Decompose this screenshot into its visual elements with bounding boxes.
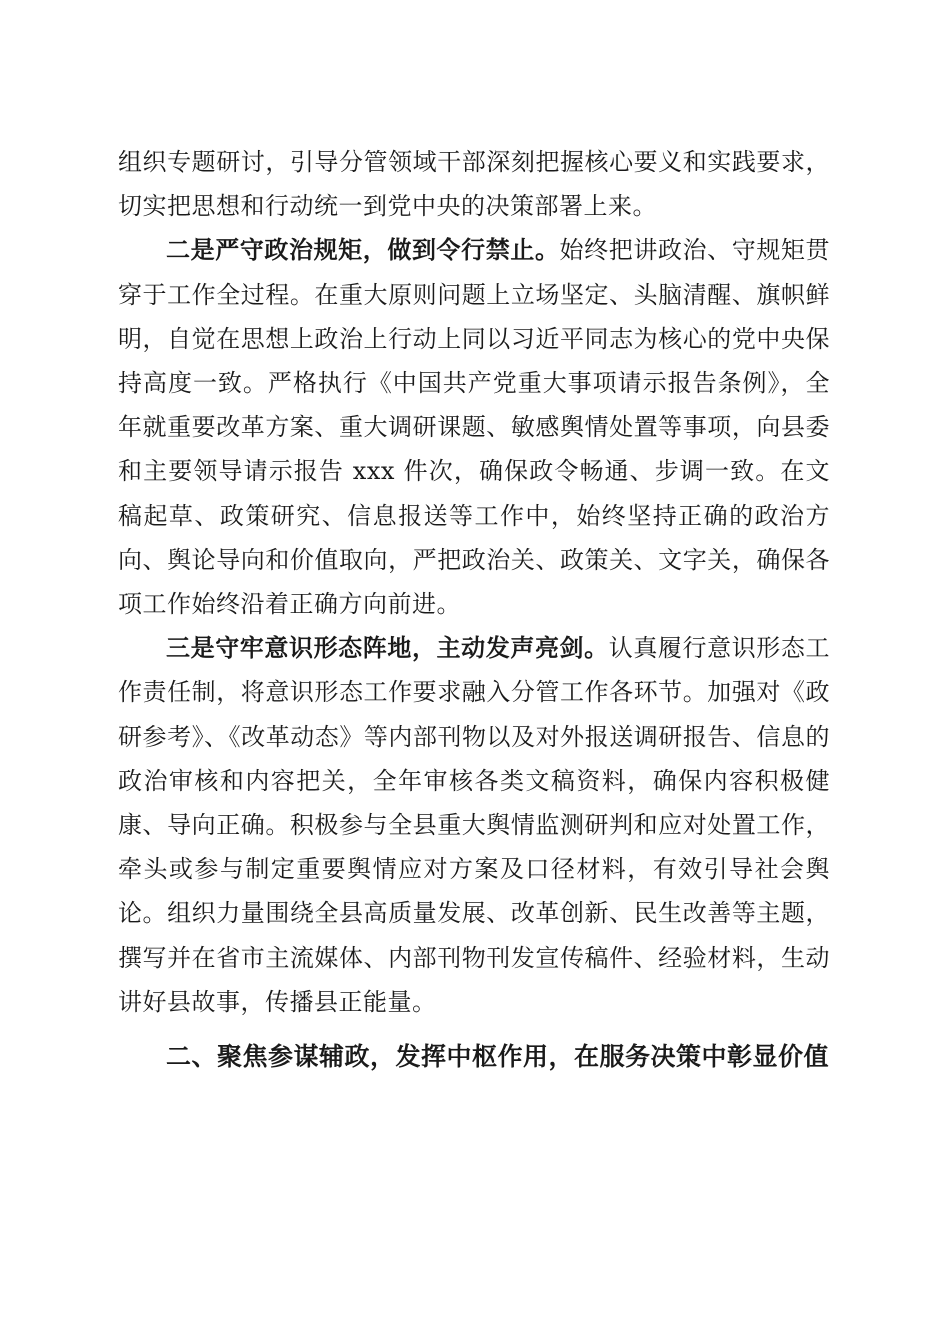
paragraph-lead: 三是守牢意识形态阵地，主动发声亮剑。 <box>166 633 609 663</box>
paragraph-body: 组织专题研讨，引导分管领域干部深刻把握核心要义和实践要求，切实把思想和行动统一到党中央的决策部署上来。 <box>118 148 830 221</box>
paragraph-lead: 二是严守政治规矩，做到令行禁止。 <box>166 235 560 265</box>
document-body <box>118 140 830 1082</box>
section-heading: 二、聚焦参谋辅政，发挥中枢作用，在服务决策中彰显价值 <box>166 1042 830 1072</box>
paragraph-body: 始终把讲政治、守规矩贯穿于工作全过程。在重大原则问题上立场坚定、头脑清醒、旗帜鲜明，自觉在思想上政治上行动上同以习近平同志为核心的党中央保持高度一致。严格执行《中国共产党重大事项请示报告条例》，全年就重要改革方案、重大调研课题、敏感舆情处置等事项，向县委和主要领导请示报告 xxx 件次，确保政令畅通、步调一致。在文稿起草、政策研究、信息报送等工作中，始终坚持正确的政治方向、舆论导向和价值取向，严把政治关、政策关、文字关，确保各项工作始终沿着正确方向前进。 <box>118 236 831 619</box>
paragraph-political-rules <box>118 228 830 626</box>
paragraph-body: 认真履行意识形态工作责任制，将意识形态工作要求融入分管工作各环节。加强对《政研参考》、《改革动态》等内部刊物以及对外报送调研报告、信息的政治审核和内容把关，全年审核各类文稿资料，确保内容积极健康、导向正确。积极参与全县重大舆情监测研判和应对处置工作，牵头或参与制定重要舆情应对方案及口径材料，有效引导社会舆论。组织力量围绕全县高质量发展、改革创新、民生改善等主题，撰写并在省市主流媒体、内部刊物刊发宣传稿件、经验材料，生动讲好县故事，传播县正能量。 <box>118 634 831 1016</box>
paragraph-continuation <box>118 140 830 228</box>
paragraph-ideology <box>118 626 830 1024</box>
